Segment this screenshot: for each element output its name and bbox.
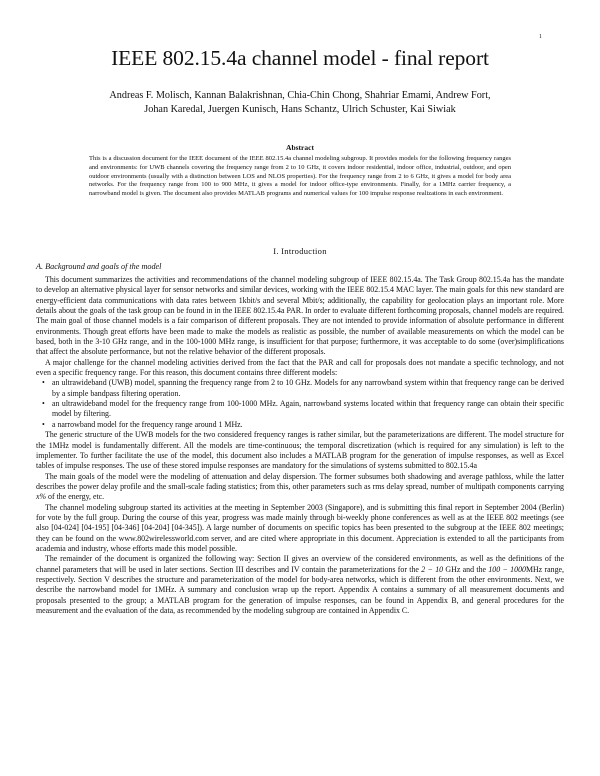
subsection-heading: A. Background and goals of the model xyxy=(36,262,162,271)
paragraph-goals: The main goals of the model were the modeling of attenuation and delay dispersion. The former subsumes both shadowing and average pathloss, while the latter describes the power delay profile and the small-scale fading statistics; from this, other parameters such as rms delay spread, number of multipath components carrying x% of the energy, etc. xyxy=(36,471,564,502)
paragraph-organization: The remainder of the document is organized the following way: Section II gives an overview of the considered environments, as well as the definitions of the channel parameters that will be used in later sections. Section III describes and IV contain the parameterizations for the 2 − 10 GHz and the 100 − 1000MHz range, respectively. Section V describes the structure and parameterization of the model for body-area networks, which is different from the other environments. Next, we describe the narrowband model for 1MHz. A summary and conclusion wrap up the report. Appendix A contains a summary of all measurement documents and proposals presented to the group; a MATLAB program for the generation of impulse responses, can be found in Appendix B, and general procedures for the measurement and the evaluation of the data, as recommended by the modeling subgroup are contained in Appendix C. xyxy=(36,554,565,615)
list-item: • an ultrawideband (UWB) model, spanning the frequency range from 2 to 10 GHz. Models for any narrowband system within that frequency range can be derived by a simple bandpass filtering operation. xyxy=(42,378,564,398)
model-list xyxy=(36,378,564,430)
bullet-icon: • xyxy=(42,419,45,429)
list-item: • an ultrawideband model for the frequency range from 100-1000 MHz. Again, narrowband systems located within that frequency range can obtain their specific model by filtering. xyxy=(42,399,564,419)
page-number: 1 xyxy=(539,34,542,40)
paragraph-challenge: A major challenge for the channel modeling activities derived from the fact that the PAR and call for proposals does not mandate a specific technology, and not even a specific frequency range. For this reason, this document contains three different models: xyxy=(36,357,564,378)
authors-line-2: Johan Karedal, Juergen Kunisch, Hans Schantz, Ulrich Schuster, Kai Siwiak xyxy=(144,103,456,115)
paragraph-intro: This document summarizes the activities and recommendations of the channel modeling subgroup of IEEE 802.15.4a. The Task Group 802.15.4a has the mandate to develop an alternative physical layer for sensor networks and similar devices, working with the IEEE 802.15.4 MAC layer. The main goals for this new standard are energy-efficient data communications with data rates between 1kbit/s and several Mbit/s; additionally, the capability for geolocation plays an important role. More details about the goals of the task group can be found in in the IEEE 802.15.4a PAR. In order to evaluate different forthcoming proposals, channel models are required. The main goal of those channel models is a fair comparison of different proposals. They are not intended to provide information of absolute performance in different environments. Though great efforts have been made to make the models as realistic as possible, the number of available measurements on which the model can be based, both in the 3-10 GHz range, and in the 100-1000 MHz range, is insufficient for that purpose; furthermore, it was acceptable to do some (over)simplifications that affect the absolute performance, but not the relative behavior of the different proposals. xyxy=(36,275,564,357)
author-list xyxy=(60,89,540,116)
abstract-text: This is a discussion document for the IEEE document of the IEEE 802.15.4a channel modeling subgroup. It provides models for the following frequency ranges and environments: for UWB channels covering the frequency range from 2 to 10 GHz, it covers indoor residential, indoor office, industrial, outdoor, and open outdoor environments (usually with a distinction between LOS and NLOS properties). For the frequency range from 2 to 6 GHz, it gives a model for body area networks. For the frequency range from 100 to 900 MHz, it gives a model for indoor office-type environments. Finally, for a 1MHz carrier frequency, a narrowband model is given. The document also provides MATLAB programs and numerical values for 100 impulse response realizations in each environment. xyxy=(89,155,511,198)
body-text xyxy=(36,275,564,616)
paper-title: IEEE 802.15.4a channel model - final report xyxy=(111,46,489,70)
bullet-icon: • xyxy=(42,399,45,409)
paragraph-structure: The generic structure of the UWB models for the two considered frequency ranges is rather similar, but the parameterizations are different. The model structure for the 1MHz model is fundamentally different. All the models are time-continuous; the temporal discretization (which is required for any simulation) is left to the implementer. To further facilitate the use of the model, this document also includes a MATLAB program for the generation of impulse responses, as well as Excel tables of impulse responses. The use of these stored impulse responses are mandatory for the simulations of systems submitted to 802.15.4a xyxy=(36,430,564,471)
bullet-icon: • xyxy=(42,378,45,388)
paragraph-history: The channel modeling subgroup started its activities at the meeting in September 2003 (Singapore), and is submitting this final report in September 2004 (Berlin) for vote by the full group. During the course of this year, progress was made mainly through bi-weekly phone conferences as well as at the IEEE 802 meetings (see also [04-024] [04-195] [04-346] [04-204] [04-345]). A large number of documents on specific topics has been presented to the subgroup at the IEEE 802 meetings; they can be found on the www.802wirelessworld.com server, and are cited where appropriate in this document. Appreciation is extended to all the participants from academia and industry, whose efforts made this model possible. xyxy=(36,502,564,553)
abstract-heading: Abstract xyxy=(286,143,314,152)
list-item: • a narrowband model for the frequency range around 1 MHz. xyxy=(42,419,243,429)
authors-line-1: Andreas F. Molisch, Kannan Balakrishnan, Chia-Chin Chong, Shahriar Emami, Andrew Fort, xyxy=(109,90,491,101)
section-heading: I. Introduction xyxy=(273,246,327,256)
